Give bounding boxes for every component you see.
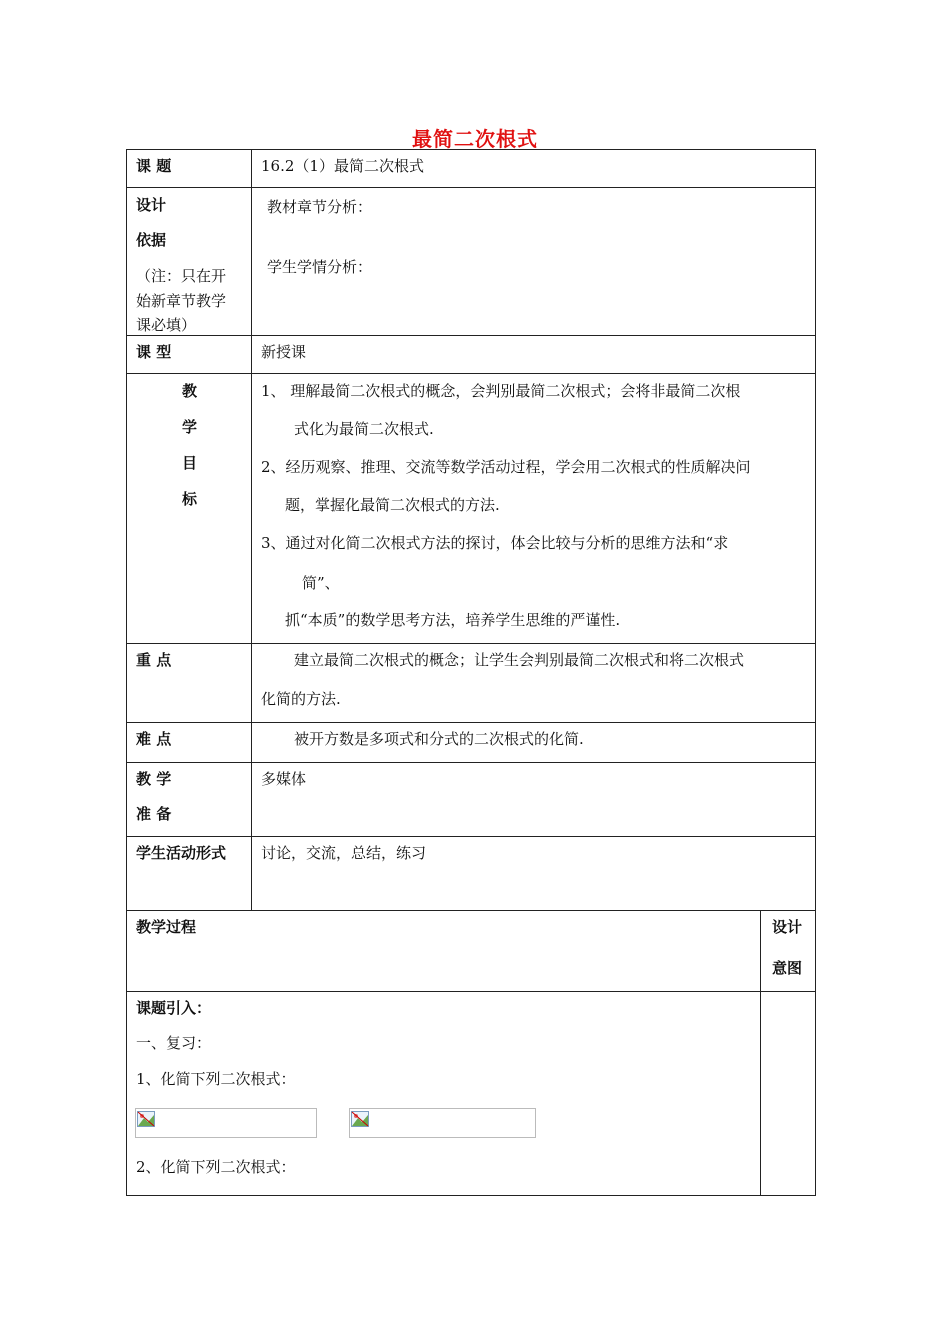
value-cell-type bbox=[252, 336, 815, 373]
label-cell-activity bbox=[127, 837, 252, 910]
formula-image-2 bbox=[349, 1108, 536, 1138]
value-cell-difficulty bbox=[252, 723, 815, 762]
basis-label-line1: 设计 bbox=[136, 196, 167, 214]
process-intent-cell bbox=[761, 992, 815, 1195]
row-teaching-prep bbox=[126, 762, 816, 836]
lesson-plan-table bbox=[126, 149, 816, 1196]
label-cell-difficulty bbox=[127, 723, 252, 762]
basis-note-line3: 课必填） bbox=[136, 316, 197, 334]
row-student-activity bbox=[126, 836, 816, 910]
textbook-analysis-label: 教材章节分析： bbox=[267, 198, 373, 216]
activity-label: 学生活动形式 bbox=[136, 844, 227, 862]
goals-label-char-1: 教 bbox=[182, 382, 198, 400]
goal-line-6: 简”、 bbox=[302, 574, 340, 592]
intro-heading: 课题引入： bbox=[136, 999, 212, 1017]
row-process-header bbox=[126, 910, 816, 991]
process-label: 教学过程 bbox=[136, 918, 197, 936]
process-body-cell bbox=[127, 992, 761, 1195]
activity-value: 讨论，交流，总结，练习 bbox=[261, 844, 427, 862]
goal-line-4: 题，掌握化最简二次根式的方法. bbox=[285, 496, 500, 514]
goals-label-char-3: 目 bbox=[182, 454, 198, 472]
question-2: 2、化简下列二次根式： bbox=[136, 1158, 296, 1176]
row-process-body bbox=[126, 991, 816, 1196]
review-heading: 一、复习： bbox=[136, 1034, 212, 1052]
prep-value: 多媒体 bbox=[261, 770, 307, 788]
label-cell-topic bbox=[127, 150, 252, 187]
value-cell-basis bbox=[252, 188, 815, 335]
label-cell-type bbox=[127, 336, 252, 373]
row-key-points bbox=[126, 643, 816, 722]
prep-label-line2: 准 备 bbox=[136, 805, 172, 823]
goal-line-1: 1、 理解最简二次根式的概念，会判别最简二次根式；会将非最简二次根 bbox=[261, 382, 741, 400]
type-label: 课 型 bbox=[136, 343, 172, 361]
prep-label-line1: 教 学 bbox=[136, 770, 172, 788]
key-line-1: 建立最简二次根式的概念；让学生会判别最简二次根式和将二次根式 bbox=[294, 651, 745, 669]
formula-image-1 bbox=[135, 1108, 317, 1138]
topic-value: 16.2（1）最简二次根式 bbox=[261, 157, 424, 175]
value-cell-goals bbox=[252, 374, 815, 643]
value-cell-prep bbox=[252, 763, 815, 836]
label-cell-prep bbox=[127, 763, 252, 836]
intent-label-line2: 意图 bbox=[772, 959, 803, 977]
goals-label-char-4: 标 bbox=[182, 490, 198, 508]
value-cell-key bbox=[252, 644, 815, 722]
basis-note-line2: 始新章节教学 bbox=[136, 292, 227, 310]
value-cell-activity bbox=[252, 837, 815, 910]
key-line-2: 化简的方法. bbox=[261, 690, 341, 708]
goal-line-2: 式化为最简二次根式. bbox=[294, 420, 434, 438]
label-cell-goals bbox=[127, 374, 252, 643]
goal-line-5: 3、通过对化简二次根式方法的探讨，体会比较与分析的思维方法和“求 bbox=[261, 534, 729, 552]
label-cell-process bbox=[127, 911, 761, 991]
basis-note-line1: （注：只在开 bbox=[136, 267, 227, 285]
label-cell-basis bbox=[127, 188, 252, 335]
goal-line-7: 抓“本质”的数学思考方法，培养学生思维的严谨性. bbox=[285, 611, 621, 629]
difficulty-value: 被开方数是多项式和分式的二次根式的化简. bbox=[294, 730, 584, 748]
design-intent-cell bbox=[761, 911, 815, 991]
document-title: 最简二次根式 bbox=[412, 127, 538, 151]
row-design-basis bbox=[126, 187, 816, 335]
question-1: 1、化简下列二次根式： bbox=[136, 1070, 296, 1088]
row-teaching-goals bbox=[126, 373, 816, 643]
value-cell-topic bbox=[252, 150, 815, 187]
row-lesson-type bbox=[126, 335, 816, 373]
goal-line-3: 2、经历观察、推理、交流等数学活动过程，学会用二次根式的性质解决问 bbox=[261, 458, 751, 476]
difficulty-label: 难 点 bbox=[136, 730, 172, 748]
type-value: 新授课 bbox=[261, 343, 307, 361]
row-topic bbox=[126, 149, 816, 187]
label-cell-key bbox=[127, 644, 252, 722]
key-label: 重 点 bbox=[136, 651, 172, 669]
goals-label-char-2: 学 bbox=[182, 418, 198, 436]
row-difficulty bbox=[126, 722, 816, 762]
student-analysis-label: 学生学情分析： bbox=[267, 258, 373, 276]
broken-image-icon bbox=[351, 1111, 369, 1127]
basis-label-line2: 依据 bbox=[136, 231, 167, 249]
intent-label-line1: 设计 bbox=[772, 918, 803, 936]
topic-label: 课 题 bbox=[136, 157, 172, 175]
broken-image-icon bbox=[137, 1111, 155, 1127]
